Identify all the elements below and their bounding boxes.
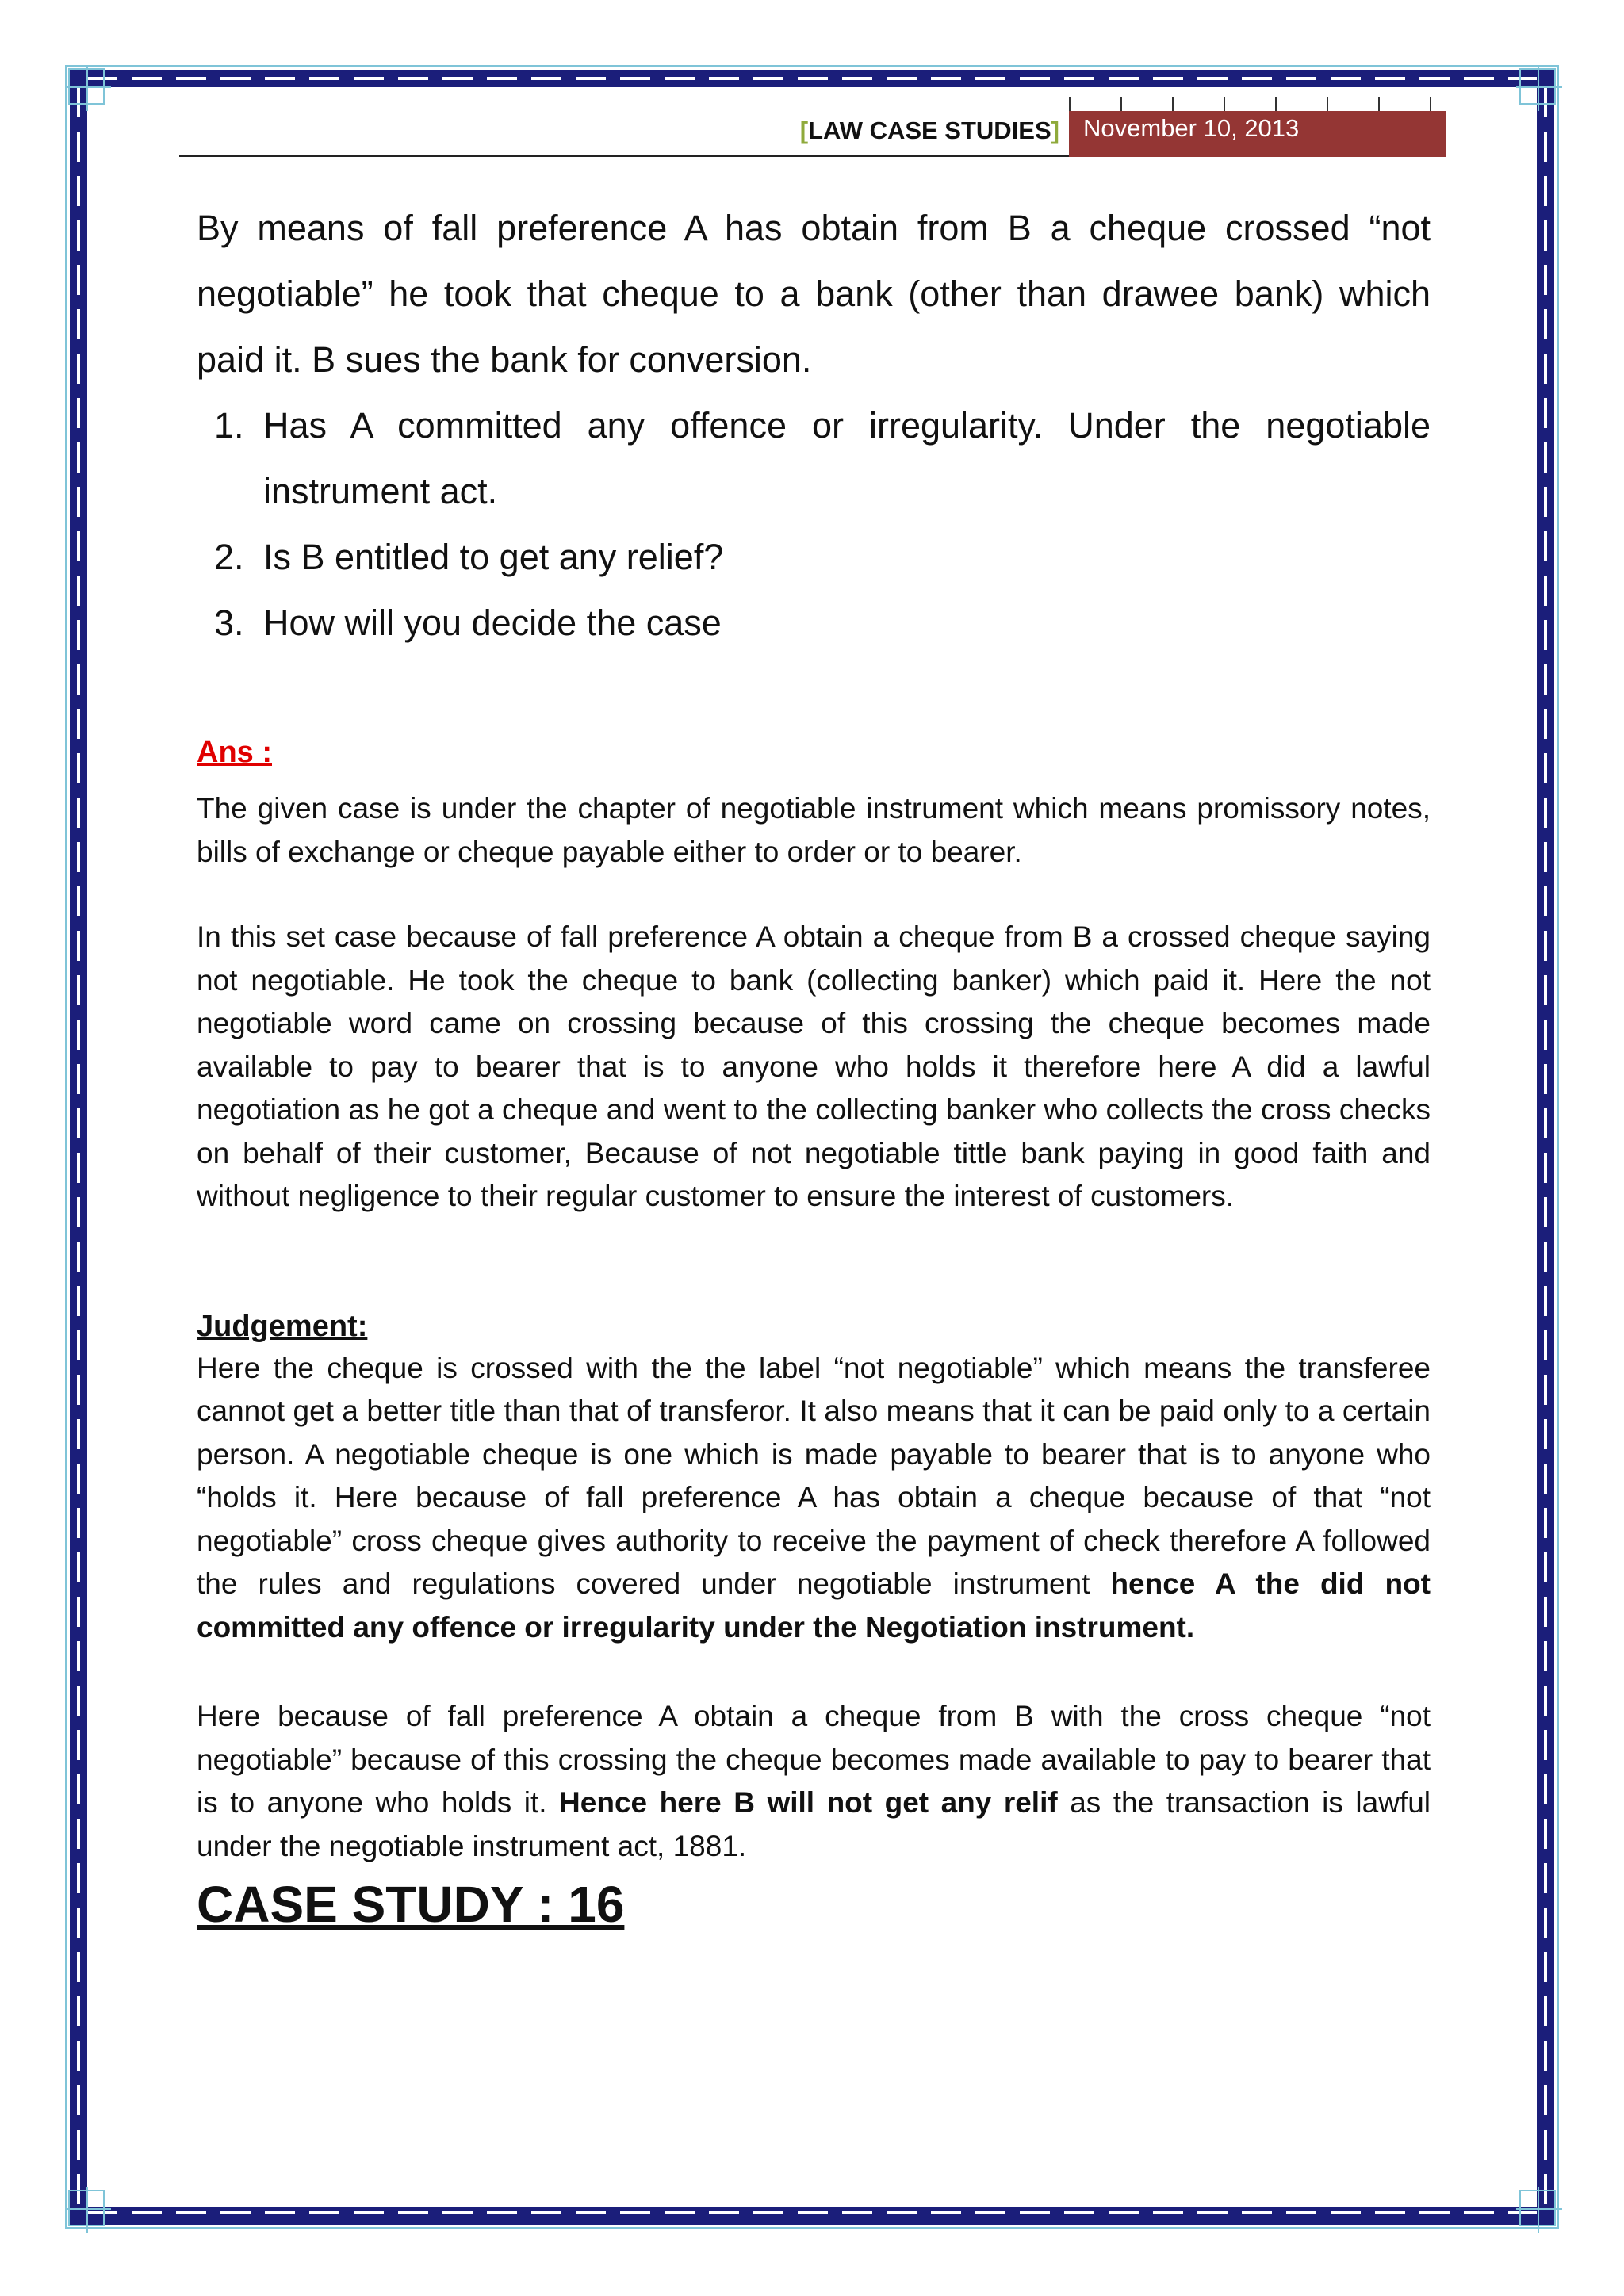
corner-ornament-top-right xyxy=(1519,68,1556,105)
answer-paragraph-1: The given case is under the chapter of negotiable instrument which means promissory notes, bills of exchange or cheque payable either to order or to bearer. xyxy=(197,792,1431,868)
header-bracket-close: ] xyxy=(1051,117,1059,144)
border-dash-bottom xyxy=(87,2211,1537,2214)
answer-paragraph-2: In this set case because of fall preference A obtain a cheque from B a crossed cheque saying not negotiable. He took the cheque to bank (collecting banker) which paid it. Here the not negotiable word came on crossing because of this crossing the cheque becomes made available to pay to bearer that is to anyone who holds it therefore here A did a lawful negotiation as he got a cheque and went to the collecting banker who collects the cross checks on behalf of their customer, Because of not negotiable tittle bank paying in good faith and without negligence to their regular customer to ensure the interest of customers. xyxy=(197,920,1431,1212)
corner-ornament-bottom-right xyxy=(1519,2190,1556,2226)
answer-label: Ans : xyxy=(197,736,272,769)
question-item xyxy=(197,392,1431,524)
judgement-paragraph-1-bold: hence A the did not committed any offence or irregularity under the Negotiation instrument. xyxy=(197,1567,1431,1644)
question-item-number: 2. xyxy=(214,537,244,577)
corner-ornament-bottom-left xyxy=(68,2190,105,2226)
question-item xyxy=(197,524,1431,590)
question-item-text: Has A committed any offence or irregularity. Under the negotiable instrument act. xyxy=(263,405,1431,511)
question-item-number: 1. xyxy=(214,405,244,446)
header-bracket-open: [ xyxy=(799,117,809,144)
judgement-paragraph-2 xyxy=(197,1695,1431,1868)
question-item-number: 3. xyxy=(214,603,244,643)
border-dash-right xyxy=(1544,87,1547,2207)
header-title-text: LAW CASE STUDIES xyxy=(808,117,1051,144)
judgement-paragraph-2-bold: Hence here B will not get any relif xyxy=(559,1786,1058,1819)
header-ticks xyxy=(1069,97,1446,111)
page-content xyxy=(197,195,1431,1936)
corner-ornament-top-left xyxy=(68,68,105,105)
border-dash-left xyxy=(77,87,80,2207)
question-item-text: Is B entitled to get any relief? xyxy=(263,537,724,577)
judgement-label: Judgement: xyxy=(197,1309,368,1343)
question-list xyxy=(197,392,1431,656)
header-rule xyxy=(179,155,1069,157)
question-item-text: How will you decide the case xyxy=(263,603,722,643)
judgement-paragraph-2-end: as the transaction is lawful under the negotiable instrument act, 1881. xyxy=(197,1786,1431,1862)
border-dash-top xyxy=(87,77,1537,80)
header-title xyxy=(761,111,1059,151)
question-item xyxy=(197,590,1431,656)
judgement-paragraph-2-text: Here because of fall preference A obtain a cheque from B with the cross cheque “not negotiable” because of this crossing the cheque becomes made available to pay to bearer that is to anyone who holds it. xyxy=(197,1700,1431,1819)
next-case-title: CASE STUDY : 16 xyxy=(197,1876,625,1933)
judgement-paragraph-1 xyxy=(197,1347,1431,1650)
header-date: November 10, 2013 xyxy=(1069,111,1446,157)
judgement-paragraph-1-text: Here the cheque is crossed with the the label “not negotiable” which means the transferee cannot get a better title than that of transferor. It also means that it can be paid only to a certain person. A negotiable cheque is one which is made payable to bearer that is to anyone who “holds it. Here because of fall preference A has obtain a cheque because of that “not negotiable” cross cheque gives authority to receive the payment of check therefore A followed the rules and regulations covered under negotiable instrument xyxy=(197,1351,1431,1600)
question-intro: By means of fall preference A has obtain from B a cheque crossed “not negotiable” he took that cheque to a bank (other than drawee bank) which paid it. B sues the bank for conversion. xyxy=(197,208,1431,380)
